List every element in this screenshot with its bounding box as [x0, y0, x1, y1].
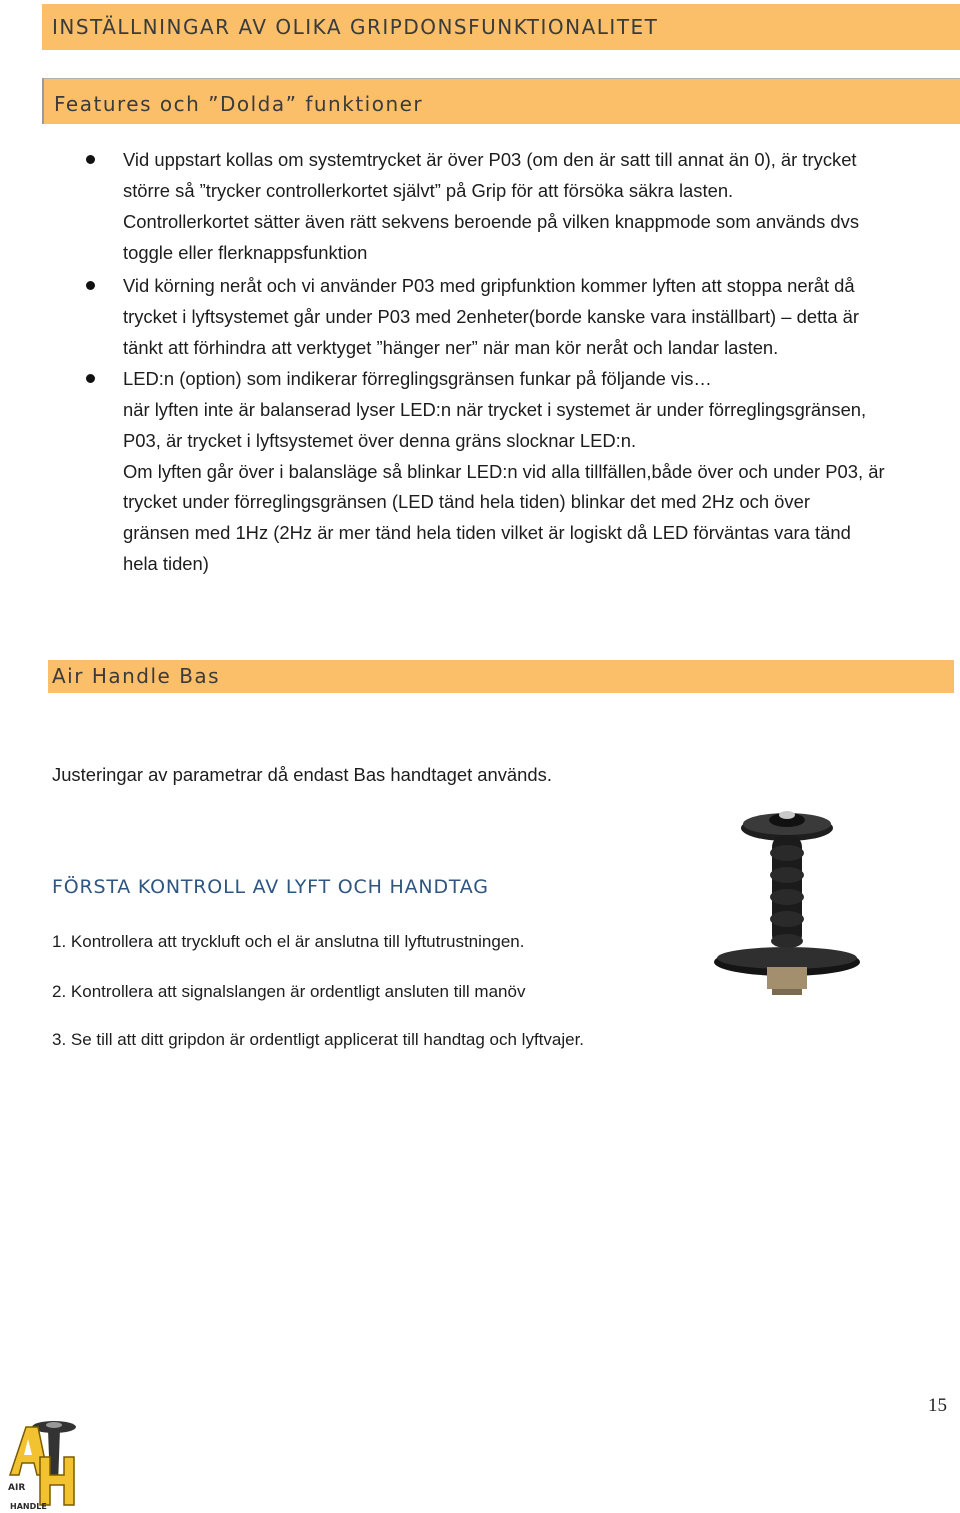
check-section-title: FÖRSTA KONTROLL AV LYFT OCH HANDTAG [52, 876, 489, 898]
bullet-icon [86, 374, 95, 383]
svg-text:AIR: AIR [8, 1483, 26, 1493]
bullet-icon [86, 155, 95, 164]
features-line: när lyften inte är balanserad lyser LED:n när trycket i systemet är under förreglingsgränsen, [123, 399, 867, 420]
air-handle-header: Air Handle Bas [48, 660, 954, 693]
check-step: 1. Kontrollera att tryckluft och el är anslutna till lyftutrustningen. [52, 932, 525, 951]
features-line: tänkt att förhindra att verktyget ”hänger ner” när man kör neråt och landar lasten. [123, 337, 779, 358]
bullet-icon [86, 281, 95, 290]
features-line: trycket i lyftsystemet går under P03 med 2enheter(borde kanske vara inställbart) – detta är [123, 306, 859, 327]
features-line: LED:n (option) som indikerar förreglingsgränsen funkar på följande vis… [123, 368, 712, 389]
air-handle-intro: Justeringar av parametrar då endast Bas handtaget används. [52, 764, 552, 785]
features-line: Vid uppstart kollas om systemtrycket är över P03 (om den är satt till annat än 0), är trycket [123, 149, 857, 170]
features-line: toggle eller flerknappsfunktion [123, 242, 368, 263]
features-line: Vid körning neråt och vi använder P03 med gripfunktion kommer lyften att stoppa neråt då [123, 275, 855, 296]
page-number: 15 [928, 1395, 947, 1416]
features-line: P03, är trycket i lyftsystemet över denna gräns slocknar LED:n. [123, 430, 637, 451]
features-line: Om lyften går över i balansläge så blinkar LED:n vid alla tillfällen,både över och under P03, är [123, 461, 885, 482]
svg-text:HANDLE: HANDLE [10, 1502, 47, 1511]
features-line: hela tiden) [123, 553, 209, 574]
features-line: Controllerkortet sätter även rätt sekvens beroende på vilken knappmode som används dvs [123, 211, 860, 232]
main-header: INSTÄLLNINGAR AV OLIKA GRIPDONSFUNKTIONALITET [42, 4, 960, 50]
features-line: trycket under förreglingsgränsen (LED tänd hela tiden) blinkar det med 2Hz och över [123, 491, 810, 512]
check-step: 3. Se till att ditt gripdon är ordentligt applicerat till handtag och lyftvajer. [52, 1030, 585, 1049]
features-line: större så ”trycker controllerkortet självt” på Grip för att försöka säkra lasten. [123, 180, 734, 201]
features-line: gränsen med 1Hz (2Hz är mer tänd hela tiden vilket är logiskt då LED förväntas vara tänd [123, 522, 851, 543]
check-step: 2. Kontrollera att signalslangen är ordentligt ansluten till manöv [52, 982, 526, 1001]
air-handle-photo [712, 795, 862, 1005]
air-handle-logo [2, 1415, 92, 1511]
features-header: Features och ”Dolda” funktioner [42, 78, 960, 124]
